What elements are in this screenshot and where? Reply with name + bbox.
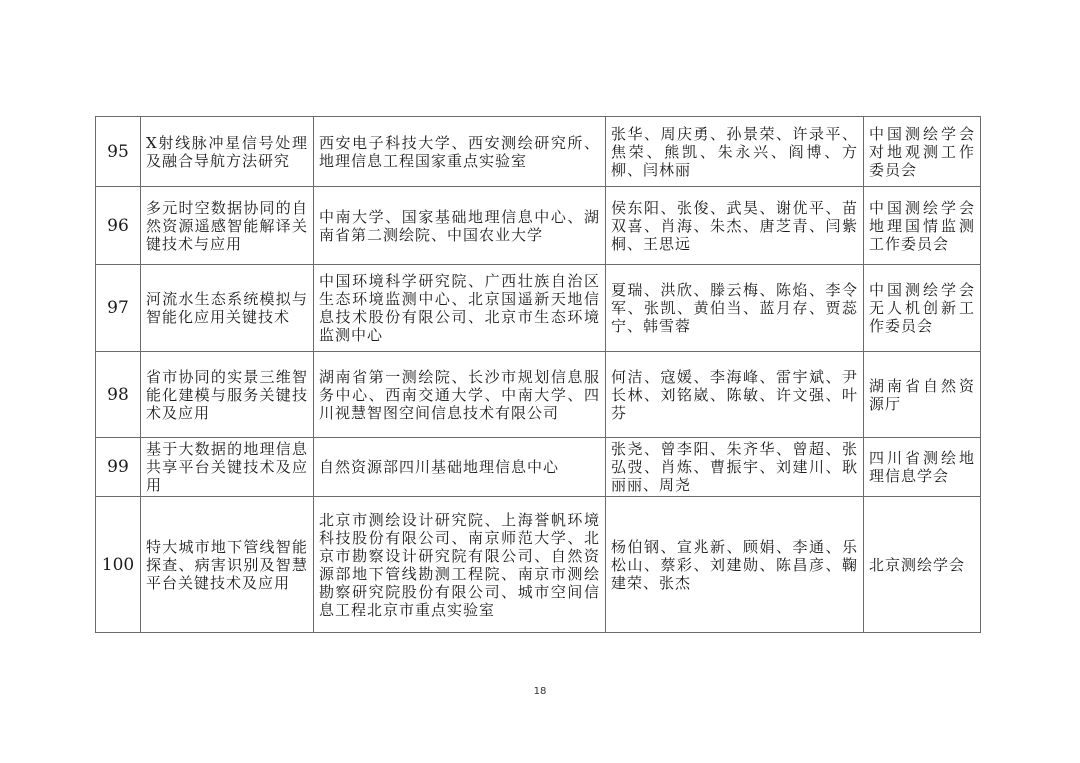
cell-units: 中南大学、国家基础地理信息中心、湖南省第二测绘院、中国农业大学 — [314, 187, 606, 265]
cell-people: 张华、周庆勇、孙景荣、许录平、焦荣、熊凯、朱永兴、阎博、方柳、闫林丽 — [606, 117, 864, 187]
cell-project: 省市协同的实景三维智能化建模与服务关键技术及应用 — [141, 352, 314, 438]
cell-num: 97 — [96, 265, 141, 352]
table-row — [96, 438, 981, 497]
cell-units: 北京市测绘设计研究院、上海誉帆环境科技股份有限公司、南京师范大学、北京市勘察设计研究院有限公司、自然资源部地下管线勘测工程院、南京市测绘勘察研究院股份有限公司、城市空间信息工程北京市重点实验室 — [314, 497, 606, 633]
cell-project: 多元时空数据协同的自然资源遥感智能解译关键技术与应用 — [141, 187, 314, 265]
table-row — [96, 352, 981, 438]
cell-people: 张尧、曾李阳、朱齐华、曾超、张弘弢、肖炼、曹振宇、刘建川、耿丽丽、周尧 — [606, 438, 864, 497]
table-row — [96, 265, 981, 352]
cell-units: 湖南省第一测绘院、长沙市规划信息服务中心、西南交通大学、中南大学、四川视慧智图空间信息技术有限公司 — [314, 352, 606, 438]
cell-people: 夏瑞、洪欣、滕云梅、陈焰、李令军、张凯、黄伯当、蓝月存、贾蕊宁、韩雪蓉 — [606, 265, 864, 352]
cell-nominator: 四川省测绘地理信息学会 — [864, 438, 981, 497]
cell-num: 95 — [96, 117, 141, 187]
cell-nominator: 中国测绘学会对地观测工作委员会 — [864, 117, 981, 187]
cell-nominator: 中国测绘学会无人机创新工作委员会 — [864, 265, 981, 352]
cell-project: 特大城市地下管线智能探查、病害识别及智慧平台关键技术及应用 — [141, 497, 314, 633]
cell-project: 基于大数据的地理信息共享平台关键技术及应用 — [141, 438, 314, 497]
cell-num: 99 — [96, 438, 141, 497]
cell-num: 98 — [96, 352, 141, 438]
award-table — [95, 116, 981, 633]
cell-project: X射线脉冲星信号处理及融合导航方法研究 — [141, 117, 314, 187]
cell-people: 侯东阳、张俊、武昊、谢优平、苗双喜、肖海、朱杰、唐芝青、闫紫桐、王思远 — [606, 187, 864, 265]
cell-num: 100 — [96, 497, 141, 633]
cell-num: 96 — [96, 187, 141, 265]
page-number: 18 — [533, 686, 547, 697]
cell-nominator: 中国测绘学会地理国情监测工作委员会 — [864, 187, 981, 265]
cell-units: 自然资源部四川基础地理信息中心 — [314, 438, 606, 497]
table-body — [96, 117, 981, 633]
table-row — [96, 187, 981, 265]
cell-nominator: 湖南省自然资源厅 — [864, 352, 981, 438]
cell-units: 中国环境科学研究院、广西壮族自治区生态环境监测中心、北京国遥新天地信息技术股份有限公司、北京市生态环境监测中心 — [314, 265, 606, 352]
table-row — [96, 497, 981, 633]
table-row — [96, 117, 981, 187]
cell-people: 何洁、寇媛、李海峰、雷宇斌、尹长林、刘铭崴、陈敏、许文强、叶芬 — [606, 352, 864, 438]
cell-project: 河流水生态系统模拟与智能化应用关键技术 — [141, 265, 314, 352]
cell-units: 西安电子科技大学、西安测绘研究所、地理信息工程国家重点实验室 — [314, 117, 606, 187]
cell-nominator: 北京测绘学会 — [864, 497, 981, 633]
cell-people: 杨伯钢、宣兆新、顾娟、李通、乐松山、蔡彩、刘建勋、陈昌彦、鞠建荣、张杰 — [606, 497, 864, 633]
